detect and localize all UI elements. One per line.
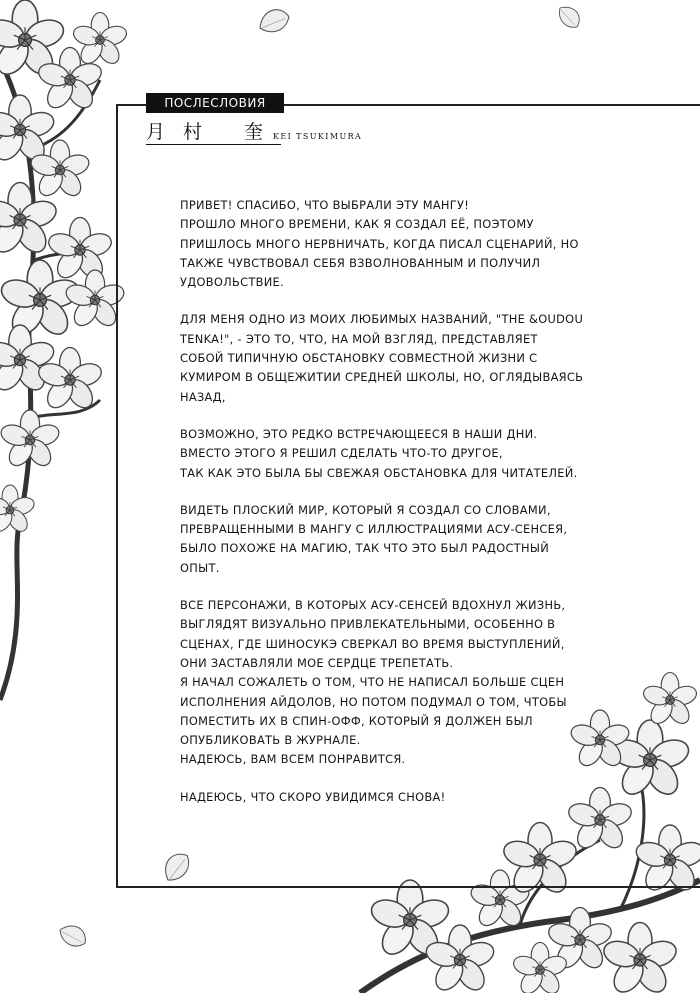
text-line: ТАК КАК ЭТО БЫЛА БЫ СВЕЖАЯ ОБСТАНОВКА ДЛЯ ЧИТАТЕЛЕЙ. [180, 465, 578, 480]
text-line: НАДЕЮСЬ, ЧТО СКОРО УВИДИМСЯ СНОВА! [180, 789, 446, 804]
text-line: СЦЕНАХ, ГДЕ ШИНОСУКЭ СВЕРКАЛ ВО ВРЕМЯ ВЫСТУПЛЕНИЙ, [180, 636, 565, 651]
text-line: НАЗАД, [180, 389, 226, 404]
text-line: ОПЫТ. [180, 560, 220, 575]
paragraph-6 [180, 788, 620, 807]
text-line: Я НАЧАЛ СОЖАЛЕТЬ О ТОМ, ЧТО НЕ НАПИСАЛ БОЛЬШЕ СЦЕН [180, 675, 565, 690]
text-line: НАДЕЮСЬ, ВАМ ВСЕМ ПОНРАВИТСЯ. [180, 752, 406, 767]
author-name-jp: 月村 奎 [146, 121, 282, 143]
text-line: ПРИШЛОСЬ МНОГО НЕРВНИЧАТЬ, КОГДА ПИСАЛ СЦЕНАРИЙ, НО [180, 236, 579, 251]
text-line: ВМЕСТО ЭТОГО Я РЕШИЛ СДЕЛАТЬ ЧТО-ТО ДРУГОЕ, [180, 446, 503, 461]
text-line: TENKA!", - ЭТО ТО, ЧТО, НА МОЙ ВЗГЛЯД, ПРЕДСТАВЛЯЕТ [180, 331, 538, 346]
author-signature [146, 121, 362, 145]
text-line: ТАКЖЕ ЧУВСТВОВАЛ СЕБЯ ВЗВОЛНОВАННЫМ И ПОЛУЧИЛ [180, 255, 541, 270]
paragraph-2 [180, 310, 620, 406]
text-line: ПРИВЕТ! СПАСИБО, ЧТО ВЫБРАЛИ ЭТУ МАНГУ! [180, 198, 470, 212]
text-line: ИСПОЛНЕНИЯ АЙДОЛОВ, НО ПОТОМ ПОДУМАЛ О ТОМ, ЧТОБЫ [180, 694, 567, 709]
paragraph-5 [180, 596, 620, 770]
text-line: ВИДЕТЬ ПЛОСКИЙ МИР, КОТОРЫЙ Я СОЗДАЛ СО СЛОВАМИ, [180, 502, 551, 517]
afterword-text [180, 196, 620, 825]
text-line: УДОВОЛЬСТВИЕ. [180, 275, 284, 290]
text-line: ВСЕ ПЕРСОНАЖИ, В КОТОРЫХ АСУ-СЕНСЕЙ ВДОХНУЛ ЖИЗНЬ, [180, 598, 566, 613]
paragraph-3 [180, 425, 620, 483]
author-name-en: KEI TSUKIMURA [273, 132, 363, 141]
text-line: ВЫГЛЯДЯТ ВИЗУАЛЬНО ПРИВЛЕКАТЕЛЬНЫМИ, ОСОБЕННО В [180, 617, 556, 632]
text-line: БЫЛО ПОХОЖЕ НА МАГИЮ, ТАК ЧТО ЭТО БЫЛ РАДОСТНЫЙ [180, 541, 550, 556]
text-line: СОБОЙ ТИПИЧНУЮ ОБСТАНОВКУ СОВМЕСТНОЙ ЖИЗНИ С [180, 351, 538, 366]
paragraph-4 [180, 501, 620, 578]
text-line: ВОЗМОЖНО, ЭТО РЕДКО ВСТРЕЧАЮЩЕЕСЯ В НАШИ ДНИ. [180, 426, 538, 441]
left-branch [0, 0, 129, 700]
text-line: ПРЕВРАЩЕННЫМИ В МАНГУ С ИЛЛЮСТРАЦИЯМИ АСУ-СЕНСЕЯ, [180, 522, 568, 537]
text-line: ОНИ ЗАСТАВЛЯЛИ МОЕ СЕРДЦЕ ТРЕПЕТАТЬ. [180, 655, 454, 670]
text-line: ДЛЯ МЕНЯ ОДНО ИЗ МОИХ ЛЮБИМЫХ НАЗВАНИЙ, "THE &OUDOU [180, 312, 584, 327]
text-line: ПОМЕСТИТЬ ИХ В СПИН-ОФФ, КОТОРЫЙ Я ДОЛЖЕН БЫЛ [180, 713, 533, 728]
section-label: ПОСЛЕСЛОВИЯ [146, 93, 284, 113]
paragraph-1 [180, 196, 620, 292]
text-line: ПРОШЛО МНОГО ВРЕМЕНИ, КАК Я СОЗДАЛ ЕЁ, ПОЭТОМУ [180, 217, 534, 232]
text-line: ОПУБЛИКОВАТЬ В ЖУРНАЛЕ. [180, 733, 361, 748]
text-line: КУМИРОМ В ОБЩЕЖИТИИ СРЕДНЕЙ ШКОЛЫ, НО, ОГЛЯДЫВАЯСЬ [180, 370, 584, 385]
